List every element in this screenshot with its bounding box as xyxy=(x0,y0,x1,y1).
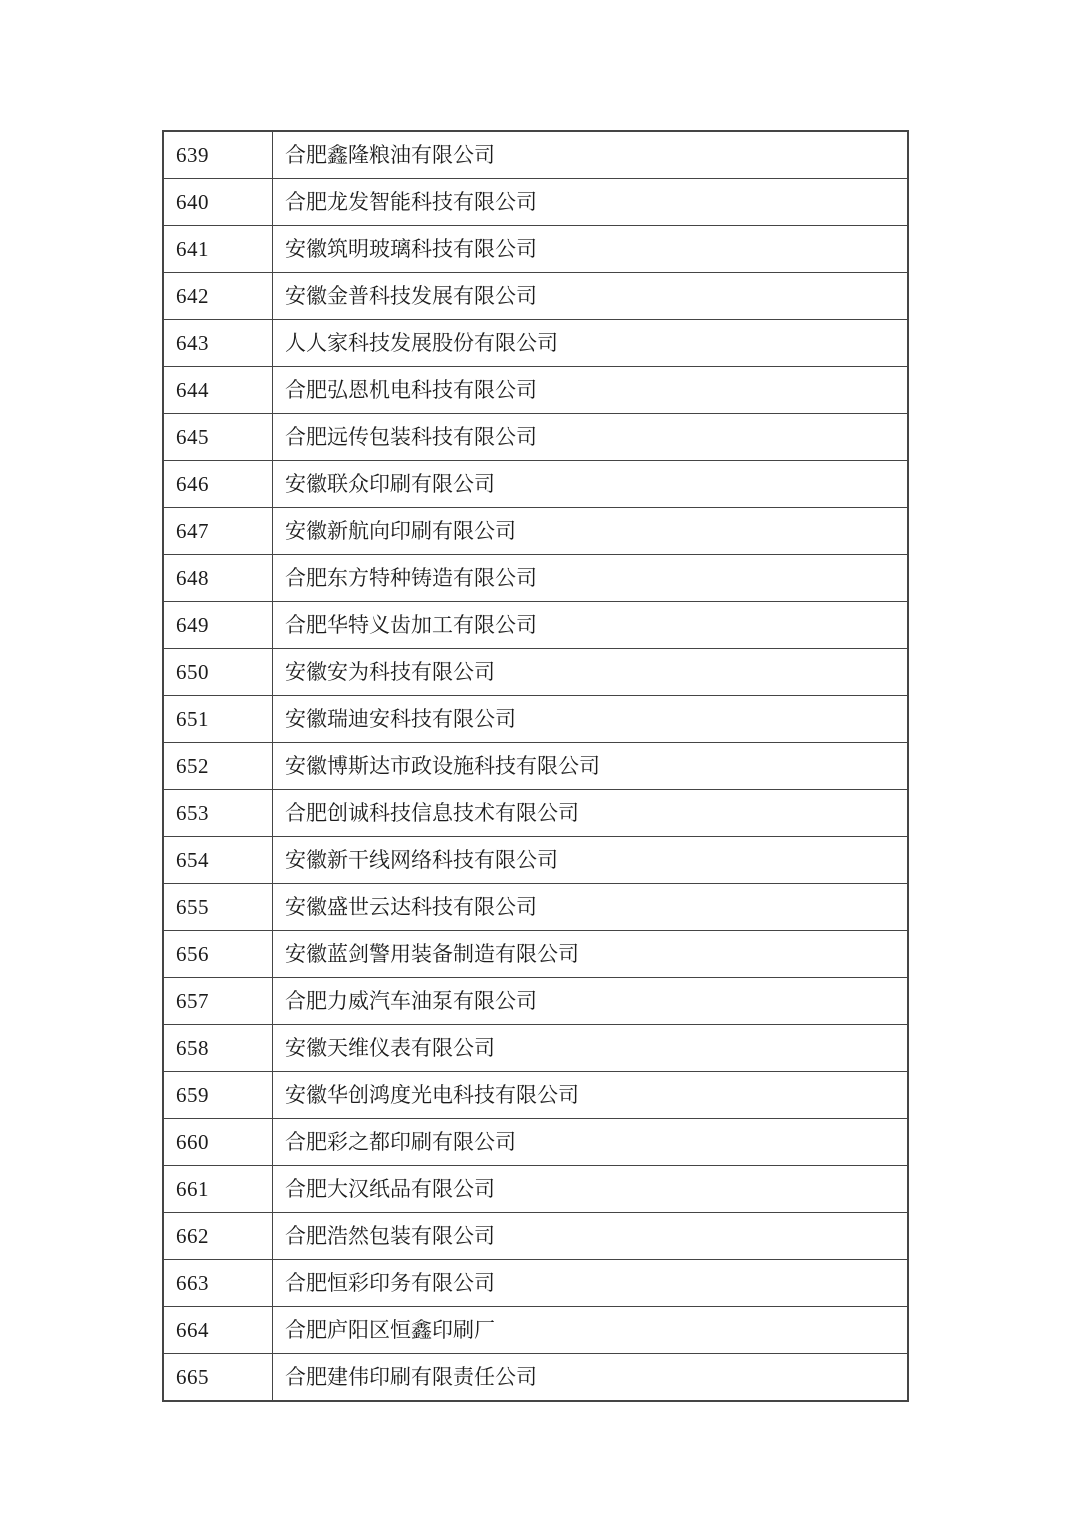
table-row xyxy=(163,602,908,649)
company-name-cell: 合肥东方特种铸造有限公司 xyxy=(273,555,909,602)
company-name-cell: 合肥彩之都印刷有限公司 xyxy=(273,1119,909,1166)
table-row xyxy=(163,837,908,884)
table-row xyxy=(163,790,908,837)
table-row xyxy=(163,931,908,978)
table-row xyxy=(163,414,908,461)
table-row xyxy=(163,508,908,555)
company-name-cell: 安徽蓝剑警用装备制造有限公司 xyxy=(273,931,909,978)
table-row xyxy=(163,226,908,273)
company-name-cell: 安徽新航向印刷有限公司 xyxy=(273,508,909,555)
company-name-cell: 安徽瑞迪安科技有限公司 xyxy=(273,696,909,743)
row-number-cell: 664 xyxy=(163,1307,273,1354)
table-row xyxy=(163,461,908,508)
table-row xyxy=(163,1354,908,1402)
row-number-cell: 663 xyxy=(163,1260,273,1307)
table-row xyxy=(163,273,908,320)
row-number-cell: 639 xyxy=(163,131,273,179)
company-name-cell: 合肥创诚科技信息技术有限公司 xyxy=(273,790,909,837)
row-number-cell: 640 xyxy=(163,179,273,226)
row-number-cell: 649 xyxy=(163,602,273,649)
company-name-cell: 合肥龙发智能科技有限公司 xyxy=(273,179,909,226)
table-row xyxy=(163,320,908,367)
row-number-cell: 661 xyxy=(163,1166,273,1213)
company-name-cell: 合肥建伟印刷有限责任公司 xyxy=(273,1354,909,1402)
company-name-cell: 安徽博斯达市政设施科技有限公司 xyxy=(273,743,909,790)
company-name-cell: 合肥恒彩印务有限公司 xyxy=(273,1260,909,1307)
row-number-cell: 647 xyxy=(163,508,273,555)
table-row xyxy=(163,1072,908,1119)
row-number-cell: 655 xyxy=(163,884,273,931)
table-row xyxy=(163,1307,908,1354)
company-name-cell: 合肥浩然包装有限公司 xyxy=(273,1213,909,1260)
table-row xyxy=(163,743,908,790)
row-number-cell: 656 xyxy=(163,931,273,978)
table-row xyxy=(163,649,908,696)
table-row xyxy=(163,1119,908,1166)
company-table xyxy=(162,130,909,1402)
company-name-cell: 合肥鑫隆粮油有限公司 xyxy=(273,131,909,179)
table-row xyxy=(163,367,908,414)
row-number-cell: 660 xyxy=(163,1119,273,1166)
company-name-cell: 合肥弘恩机电科技有限公司 xyxy=(273,367,909,414)
table-row xyxy=(163,978,908,1025)
row-number-cell: 657 xyxy=(163,978,273,1025)
company-name-cell: 人人家科技发展股份有限公司 xyxy=(273,320,909,367)
company-name-cell: 合肥大汉纸品有限公司 xyxy=(273,1166,909,1213)
company-table-body xyxy=(163,131,908,1401)
row-number-cell: 646 xyxy=(163,461,273,508)
table-row xyxy=(163,1213,908,1260)
row-number-cell: 645 xyxy=(163,414,273,461)
table-row xyxy=(163,696,908,743)
table-row xyxy=(163,1260,908,1307)
row-number-cell: 651 xyxy=(163,696,273,743)
company-name-cell: 合肥华特义齿加工有限公司 xyxy=(273,602,909,649)
table-row xyxy=(163,179,908,226)
company-name-cell: 合肥远传包装科技有限公司 xyxy=(273,414,909,461)
table-row xyxy=(163,1025,908,1072)
row-number-cell: 654 xyxy=(163,837,273,884)
company-name-cell: 安徽天维仪表有限公司 xyxy=(273,1025,909,1072)
row-number-cell: 658 xyxy=(163,1025,273,1072)
company-name-cell: 合肥力威汽车油泵有限公司 xyxy=(273,978,909,1025)
row-number-cell: 653 xyxy=(163,790,273,837)
row-number-cell: 641 xyxy=(163,226,273,273)
table-row xyxy=(163,555,908,602)
company-name-cell: 安徽华创鸿度光电科技有限公司 xyxy=(273,1072,909,1119)
table-row xyxy=(163,884,908,931)
company-name-cell: 安徽安为科技有限公司 xyxy=(273,649,909,696)
company-name-cell: 安徽金普科技发展有限公司 xyxy=(273,273,909,320)
company-name-cell: 安徽筑明玻璃科技有限公司 xyxy=(273,226,909,273)
row-number-cell: 644 xyxy=(163,367,273,414)
table-row xyxy=(163,1166,908,1213)
row-number-cell: 648 xyxy=(163,555,273,602)
row-number-cell: 662 xyxy=(163,1213,273,1260)
company-name-cell: 安徽联众印刷有限公司 xyxy=(273,461,909,508)
company-name-cell: 合肥庐阳区恒鑫印刷厂 xyxy=(273,1307,909,1354)
row-number-cell: 643 xyxy=(163,320,273,367)
row-number-cell: 665 xyxy=(163,1354,273,1402)
row-number-cell: 650 xyxy=(163,649,273,696)
row-number-cell: 642 xyxy=(163,273,273,320)
company-name-cell: 安徽盛世云达科技有限公司 xyxy=(273,884,909,931)
row-number-cell: 659 xyxy=(163,1072,273,1119)
company-name-cell: 安徽新干线网络科技有限公司 xyxy=(273,837,909,884)
table-row xyxy=(163,131,908,179)
row-number-cell: 652 xyxy=(163,743,273,790)
